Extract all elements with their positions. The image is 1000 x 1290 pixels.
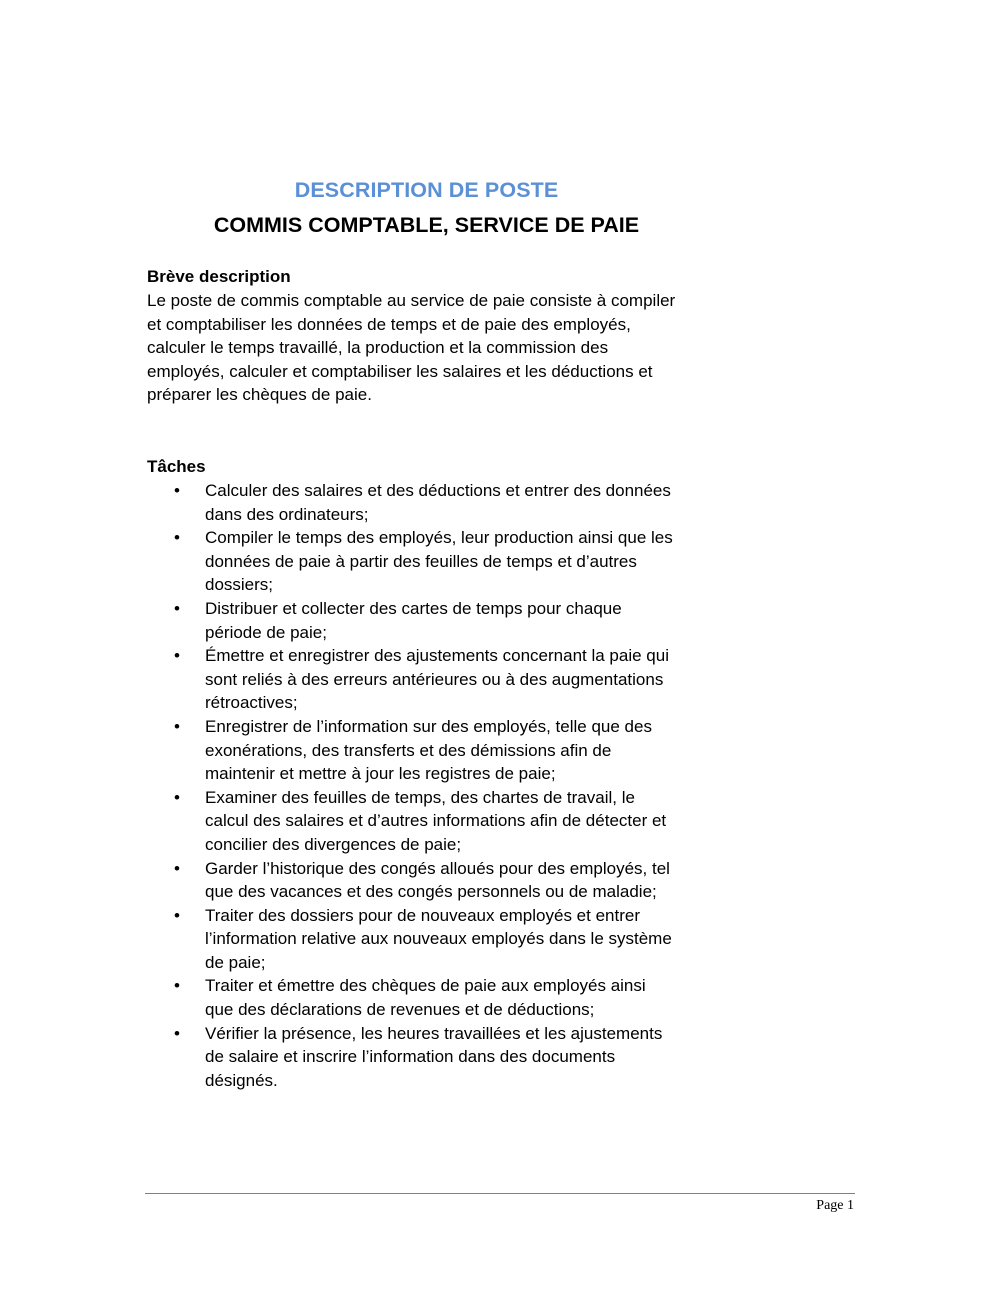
list-item-line: période de paie; xyxy=(205,622,327,642)
list-item-line: sont reliés à des erreurs antérieures ou à des augmentations xyxy=(205,669,664,689)
footer-divider xyxy=(145,1193,855,1194)
list-item xyxy=(147,1022,727,1093)
brief-description-paragraph xyxy=(147,289,727,407)
list-item-line: maintenir et mettre à jour les registres de paie; xyxy=(205,764,556,784)
list-item-line: Vérifier la présence, les heures travaillées et les ajustements xyxy=(205,1023,663,1043)
bullet-icon: • xyxy=(174,716,180,736)
bullet-icon: • xyxy=(174,1023,180,1043)
list-item-line: Traiter et émettre des chèques de paie aux employés ainsi xyxy=(205,976,646,996)
list-item-line: de salaire et inscrire l’information dans des documents xyxy=(205,1047,616,1067)
list-item-line: de paie; xyxy=(205,952,266,972)
list-item xyxy=(147,715,727,786)
list-item xyxy=(147,904,727,975)
bullet-icon: • xyxy=(174,905,180,925)
list-item xyxy=(147,479,727,526)
list-item-line: Enregistrer de l’information sur des employés, telle que des xyxy=(205,716,652,736)
list-item-line: Garder l’historique des congés alloués pour des employés, tel xyxy=(205,858,670,878)
bullet-icon: • xyxy=(174,481,180,500)
tasks-list xyxy=(147,479,727,1092)
bullet-icon: • xyxy=(174,528,180,548)
document-title: DESCRIPTION DE POSTE xyxy=(294,178,559,202)
bullet-icon: • xyxy=(174,976,180,996)
brief-description-heading: Brève description xyxy=(147,267,291,286)
page-number: Page 1 xyxy=(816,1198,854,1213)
list-item-line: concilier des divergences de paie; xyxy=(205,834,462,854)
paragraph-line: employés, calculer et comptabiliser les salaires et les déductions et xyxy=(147,361,653,381)
list-item-line: rétroactives; xyxy=(205,693,298,713)
list-item-line: données de paie à partir des feuilles de temps et d’autres xyxy=(205,551,637,571)
list-item xyxy=(147,644,727,715)
list-item xyxy=(147,526,727,597)
list-item-line: désignés. xyxy=(205,1070,278,1090)
list-item-line: que des vacances et des congés personnels ou de maladie; xyxy=(205,882,657,902)
paragraph-line: préparer les chèques de paie. xyxy=(147,385,372,405)
list-item-line: que des déclarations de revenues et de déductions; xyxy=(205,1000,595,1020)
list-item-line: l’information relative aux nouveaux employés dans le système xyxy=(205,929,672,949)
paragraph-line: et comptabiliser les données de temps et de paie des employés, xyxy=(147,314,631,334)
document-subtitle: COMMIS COMPTABLE, SERVICE DE PAIE xyxy=(213,213,640,237)
list-item xyxy=(147,597,727,644)
list-item-line: Distribuer et collecter des cartes de temps pour chaque xyxy=(205,598,622,618)
list-item-line: Émettre et enregistrer des ajustements concernant la paie qui xyxy=(205,646,669,666)
paragraph-line: Le poste de commis comptable au service de paie consiste à compiler xyxy=(147,291,676,310)
list-item-line: dossiers; xyxy=(205,575,274,595)
list-item-line: Examiner des feuilles de temps, des chartes de travail, le xyxy=(205,787,635,807)
list-item-line: exonérations, des transferts et des démissions afin de xyxy=(205,740,612,760)
list-item-line: Compiler le temps des employés, leur production ainsi que les xyxy=(205,528,673,548)
list-item-line: calcul des salaires et d’autres informations afin de détecter et xyxy=(205,811,667,831)
bullet-icon: • xyxy=(174,787,180,807)
bullet-icon: • xyxy=(174,858,180,878)
list-item xyxy=(147,857,727,904)
list-item-line: Traiter des dossiers pour de nouveaux employés et entrer xyxy=(205,905,640,925)
paragraph-line: calculer le temps travaillé, la production et la commission des xyxy=(147,338,609,358)
list-item xyxy=(147,974,727,1021)
list-item-line: Calculer des salaires et des déductions et entrer des données xyxy=(205,481,671,500)
list-item-line: dans des ordinateurs; xyxy=(205,504,369,524)
bullet-icon: • xyxy=(174,646,180,666)
tasks-heading: Tâches xyxy=(147,457,206,476)
bullet-icon: • xyxy=(174,598,180,618)
list-item xyxy=(147,786,727,857)
